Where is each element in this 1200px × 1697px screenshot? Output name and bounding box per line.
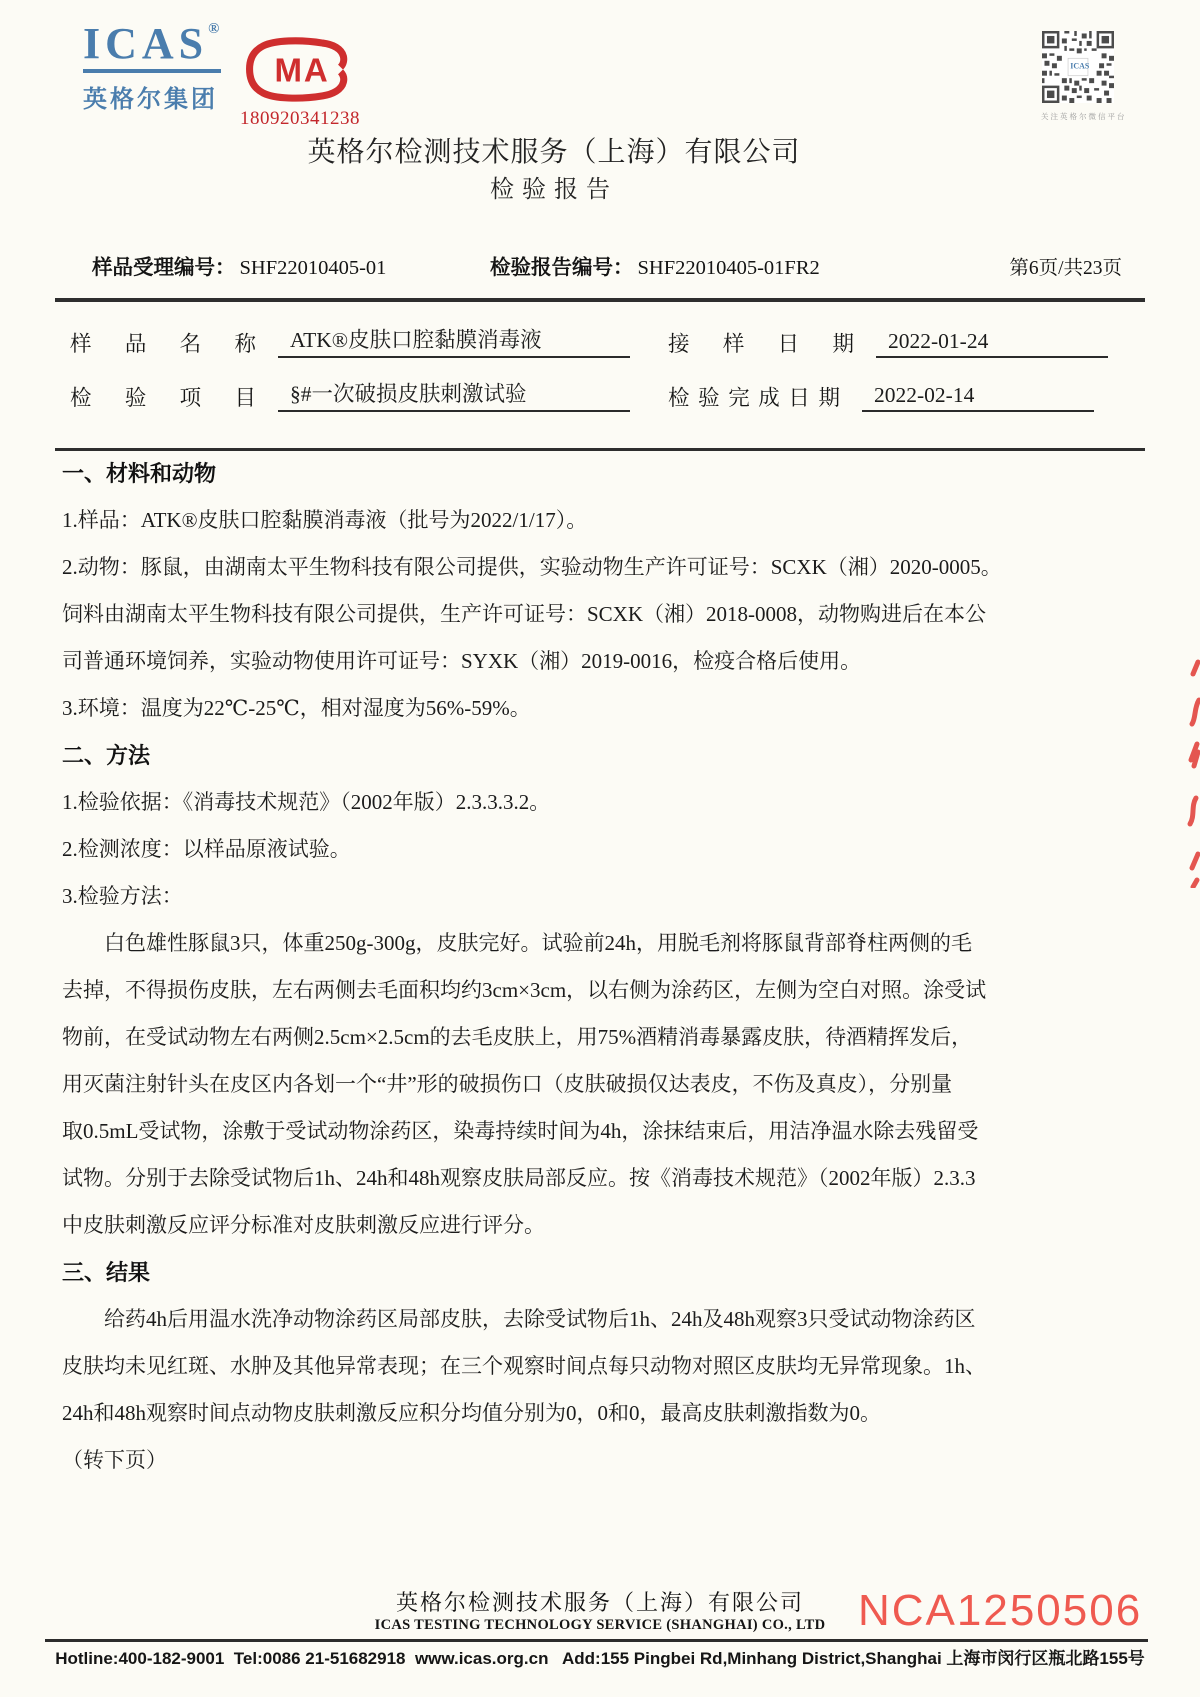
sample-name-label: 样品名称 xyxy=(70,332,256,356)
report-title: 检验报告 xyxy=(490,177,618,203)
body-line: 试物。分别于去除受试物后1h、24h和48h观察皮肤局部反应。按《消毒技术规范》（2002年版）2.3.3 xyxy=(62,1166,976,1190)
cma-number: 180920341238 xyxy=(240,108,360,129)
body-line: 1.样品：ATK®皮肤口腔黏膜消毒液（批号为2022/1/17）。 xyxy=(62,508,588,532)
page-indicator: 第6页/共23页 xyxy=(1009,258,1122,279)
sample-form xyxy=(70,316,1140,424)
icas-logo xyxy=(83,19,221,114)
divider-top xyxy=(55,298,1145,302)
report-no-value: SHF22010405-01FR2 xyxy=(637,257,820,279)
qr-caption: 关注英格尔微信平台 xyxy=(1041,112,1127,121)
cma-mark xyxy=(240,36,360,130)
sample-name-value: ATK®皮肤口腔黏膜消毒液 xyxy=(278,323,630,358)
body-line: 中皮肤刺激反应评分标准对皮肤刺激反应进行评分。 xyxy=(62,1213,545,1237)
body-line: 物前，在受试动物左右两侧2.5cm×2.5cm的去毛皮肤上，用75%酒精消毒暴露皮肤，待酒精挥发后， xyxy=(62,1025,973,1049)
meta-row xyxy=(92,250,1122,280)
receive-date-label: 接样日期 xyxy=(668,332,854,356)
section-title-result: 三、结果 xyxy=(62,1260,151,1285)
body-line: 2.动物：豚鼠，由湖南太平生物科技有限公司提供，实验动物生产许可证号：SCXK（湘）2020-0005。 xyxy=(62,555,1002,579)
qr-center-logo: ICAS xyxy=(1070,61,1090,71)
section-title-method: 二、方法 xyxy=(62,743,151,768)
body-line: 饲料由湖南太平生物科技有限公司提供，生产许可证号：SCXK（湘）2018-0008，动物购进后在本公 xyxy=(62,602,987,626)
sample-no-label: 样品受理编号： xyxy=(92,256,236,279)
cma-letters: MA xyxy=(274,51,330,89)
body-line: 白色雄性豚鼠3只，体重250g-300g，皮肤完好。试验前24h，用脱毛剂将豚鼠背部脊柱两侧的毛 xyxy=(104,931,972,955)
body-line: 3.检验方法： xyxy=(62,884,183,908)
red-stamp-fragment xyxy=(1182,648,1200,888)
body-line: 去掉，不得损伤皮肤，左右两侧去毛面积均约3cm×3cm，以右侧为涂药区，左侧为空白对照。涂受试 xyxy=(62,978,987,1002)
company-title: 英格尔检测技术服务（上海）有限公司 xyxy=(307,137,801,168)
qr-code-icon xyxy=(1042,31,1114,103)
body-line: 24h和48h观察时间点动物皮肤刺激反应积分均值分别为0，0和0，最高皮肤刺激指数为0。 xyxy=(62,1401,881,1425)
body-line: 给药4h后用温水洗净动物涂药区局部皮肤，去除受试物后1h、24h及48h观察3只受试动物涂药区 xyxy=(104,1307,976,1331)
body-line: 3.环境：温度为22℃-25℃，相对湿度为56%-59%。 xyxy=(62,696,531,720)
test-item-value: §#一次破损皮肤刺激试验 xyxy=(278,377,630,412)
report-no-label: 检验报告编号： xyxy=(490,256,634,279)
body-line: 用灭菌注射针头在皮区内各划一个“井”形的破损伤口（皮肤破损仅达表皮，不伤及真皮），分别量 xyxy=(62,1072,953,1096)
registered-mark-icon: ® xyxy=(208,21,220,37)
body-line: 取0.5mL受试物，涂敷于受试动物涂药区，染毒持续时间为4h，涂抹结束后，用洁净温水除去残留受 xyxy=(62,1119,979,1143)
body-line: 司普通环境饲养，实验动物使用许可证号：SYXK（湘）2019-0016，检疫合格后使用。 xyxy=(62,649,862,673)
footer-cert-number: NCA1250506 xyxy=(858,1586,1143,1635)
cma-mark-icon xyxy=(241,36,359,102)
footer-divider xyxy=(45,1639,1148,1642)
report-body xyxy=(62,450,1144,1484)
form-row-sample xyxy=(70,316,1140,358)
body-line: 2.检测浓度：以样品原液试验。 xyxy=(62,837,351,861)
complete-date-label: 检验完成日期 xyxy=(668,386,840,410)
form-row-item xyxy=(70,370,1140,412)
body-line: 皮肤均未见红斑、水肿及其他异常表现；在三个观察时间点每只动物对照区皮肤均无异常现象。1h、 xyxy=(62,1354,986,1378)
footer-company-en: ICAS TESTING TECHNOLOGY SERVICE (SHANGHAI) CO., LTD xyxy=(374,1617,826,1633)
footer-company-cn: 英格尔检测技术服务（上海）有限公司 xyxy=(395,1590,804,1615)
complete-date-value: 2022-02-14 xyxy=(862,383,1094,412)
icas-group-name: 英格尔集团 xyxy=(83,86,218,113)
next-page-note: （转下页） xyxy=(62,1448,167,1472)
sample-no-value: SHF22010405-01 xyxy=(239,257,387,279)
icas-logo-text: ICAS® xyxy=(83,22,221,73)
footer-contact-line: Hotline:400-182-9001 Tel:0086 21-51682918 www.icas.org.cn Add:155 Pingbei Rd,Minhang District,Shanghai 上海市闵行区瓶北路155号 xyxy=(55,1649,1145,1668)
section-title-materials: 一、材料和动物 xyxy=(62,461,217,486)
receive-date-value: 2022-01-24 xyxy=(876,329,1108,358)
body-line: 1.检验依据：《消毒技术规范》（2002年版）2.3.3.3.2。 xyxy=(62,790,551,814)
wechat-qr xyxy=(1041,31,1127,122)
test-item-label: 检验项目 xyxy=(70,386,256,410)
